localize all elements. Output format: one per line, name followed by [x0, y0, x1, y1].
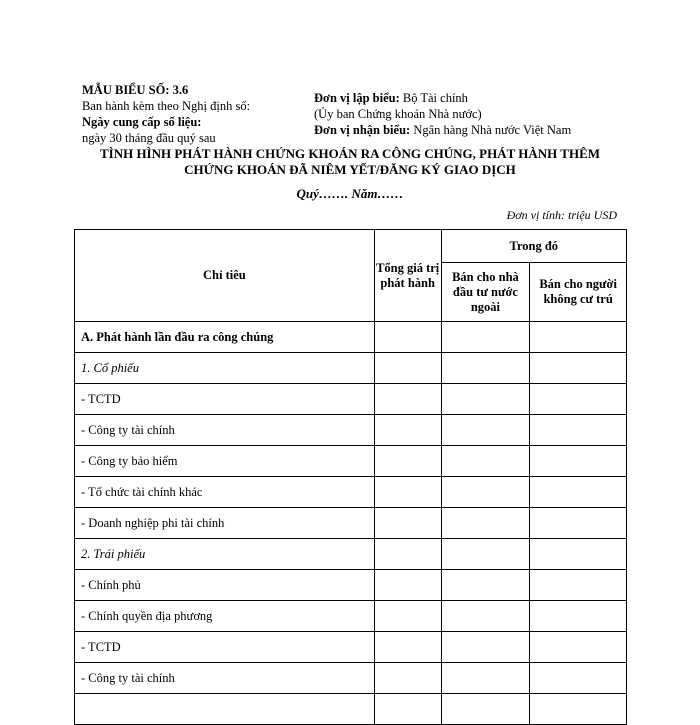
foreign-investor-cell[interactable] [441, 632, 530, 663]
issuance-table [74, 229, 627, 725]
non-resident-cell[interactable] [530, 384, 627, 415]
foreign-investor-cell[interactable] [441, 694, 530, 725]
row-label: - Doanh nghiệp phi tài chính [75, 508, 375, 539]
row-label: - Tổ chức tài chính khác [75, 477, 375, 508]
col-header-total: Tổng giá trị phát hành [374, 230, 441, 322]
total-cell[interactable] [374, 322, 441, 353]
non-resident-cell[interactable] [530, 477, 627, 508]
table-row [75, 415, 627, 446]
row-label: - TCTD [75, 384, 375, 415]
table-row [75, 508, 627, 539]
table-row [75, 353, 627, 384]
received-by-line [314, 122, 571, 138]
foreign-investor-cell[interactable] [441, 570, 530, 601]
table-row [75, 322, 627, 353]
foreign-investor-cell[interactable] [441, 477, 530, 508]
total-cell[interactable] [374, 446, 441, 477]
non-resident-cell[interactable] [530, 446, 627, 477]
total-cell[interactable] [374, 694, 441, 725]
report-title-line1: TÌNH HÌNH PHÁT HÀNH CHỨNG KHOÁN RA CÔNG CHÚNG, PHÁT HÀNH THÊM [99, 146, 601, 161]
row-label: - Công ty tài chính [75, 415, 375, 446]
col-header-non-resident: Bán cho người không cư trú [530, 263, 627, 322]
col-header-indicator: Chỉ tiêu [75, 230, 375, 322]
foreign-investor-cell[interactable] [441, 601, 530, 632]
total-cell[interactable] [374, 632, 441, 663]
non-resident-cell[interactable] [530, 539, 627, 570]
row-label: - Chính quyền địa phương [75, 601, 375, 632]
table-row [75, 539, 627, 570]
non-resident-cell[interactable] [530, 694, 627, 725]
total-cell[interactable] [374, 663, 441, 694]
table-row [75, 601, 627, 632]
prepared-by-label: Đơn vị lập biểu: [314, 91, 400, 105]
row-label: 1. Cổ phiếu [75, 353, 375, 384]
total-cell[interactable] [374, 477, 441, 508]
total-cell[interactable] [374, 353, 441, 384]
total-cell[interactable] [374, 415, 441, 446]
table-body [75, 322, 627, 725]
row-label: - TCTD [75, 632, 375, 663]
row-label: - Chính phủ [75, 570, 375, 601]
non-resident-cell[interactable] [530, 570, 627, 601]
report-title-line2: CHỨNG KHOÁN ĐÃ NIÊM YẾT/ĐĂNG KÝ GIAO DỊCH [184, 162, 516, 177]
non-resident-cell[interactable] [530, 508, 627, 539]
col-header-foreign-investor: Bán cho nhà đầu tư nước ngoài [441, 263, 530, 322]
total-cell[interactable] [374, 601, 441, 632]
non-resident-cell[interactable] [530, 663, 627, 694]
foreign-investor-cell[interactable] [441, 539, 530, 570]
total-cell[interactable] [374, 570, 441, 601]
form-header-right [314, 90, 571, 138]
foreign-investor-cell[interactable] [441, 415, 530, 446]
foreign-investor-cell[interactable] [441, 384, 530, 415]
supply-date-label: Ngày cung cấp số liệu: [82, 115, 202, 129]
foreign-investor-cell[interactable] [441, 353, 530, 384]
form-header-left [82, 82, 250, 146]
table-row [75, 477, 627, 508]
prepared-by-sub: (Ủy ban Chứng khoán Nhà nước) [314, 107, 482, 121]
table-row [75, 694, 627, 725]
foreign-investor-cell[interactable] [441, 663, 530, 694]
row-label: - Công ty bảo hiểm [75, 446, 375, 477]
total-cell[interactable] [374, 508, 441, 539]
table-row [75, 632, 627, 663]
foreign-investor-cell[interactable] [441, 446, 530, 477]
prepared-by-line [314, 90, 571, 106]
col-header-of-which: Trong đó [441, 230, 626, 263]
non-resident-cell[interactable] [530, 353, 627, 384]
supply-date-value: ngày 30 tháng đầu quý sau [82, 131, 216, 145]
non-resident-cell[interactable] [530, 632, 627, 663]
table-row [75, 446, 627, 477]
total-cell[interactable] [374, 539, 441, 570]
received-by-label: Đơn vị nhận biểu: [314, 123, 411, 137]
non-resident-cell[interactable] [530, 601, 627, 632]
non-resident-cell[interactable] [530, 415, 627, 446]
unit-label: Đơn vị tính: triệu USD [506, 208, 617, 222]
issued-with-text: Ban hành kèm theo Nghị định số: [82, 99, 251, 113]
foreign-investor-cell[interactable] [441, 508, 530, 539]
row-label [75, 694, 375, 725]
prepared-by-value: Bộ Tài chính [399, 91, 468, 105]
row-label: - Công ty tài chính [75, 663, 375, 694]
received-by-value: Ngân hàng Nhà nước Việt Nam [410, 123, 572, 137]
row-label: 2. Trái phiếu [75, 539, 375, 570]
table-row [75, 570, 627, 601]
total-cell[interactable] [374, 384, 441, 415]
table-row [75, 663, 627, 694]
non-resident-cell[interactable] [530, 322, 627, 353]
row-label: A. Phát hành lần đầu ra công chúng [75, 322, 375, 353]
foreign-investor-cell[interactable] [441, 322, 530, 353]
table-row [75, 384, 627, 415]
form-number: MẪU BIỂU SỐ: 3.6 [82, 83, 189, 97]
report-period: Quý……. Năm…… [296, 186, 404, 201]
